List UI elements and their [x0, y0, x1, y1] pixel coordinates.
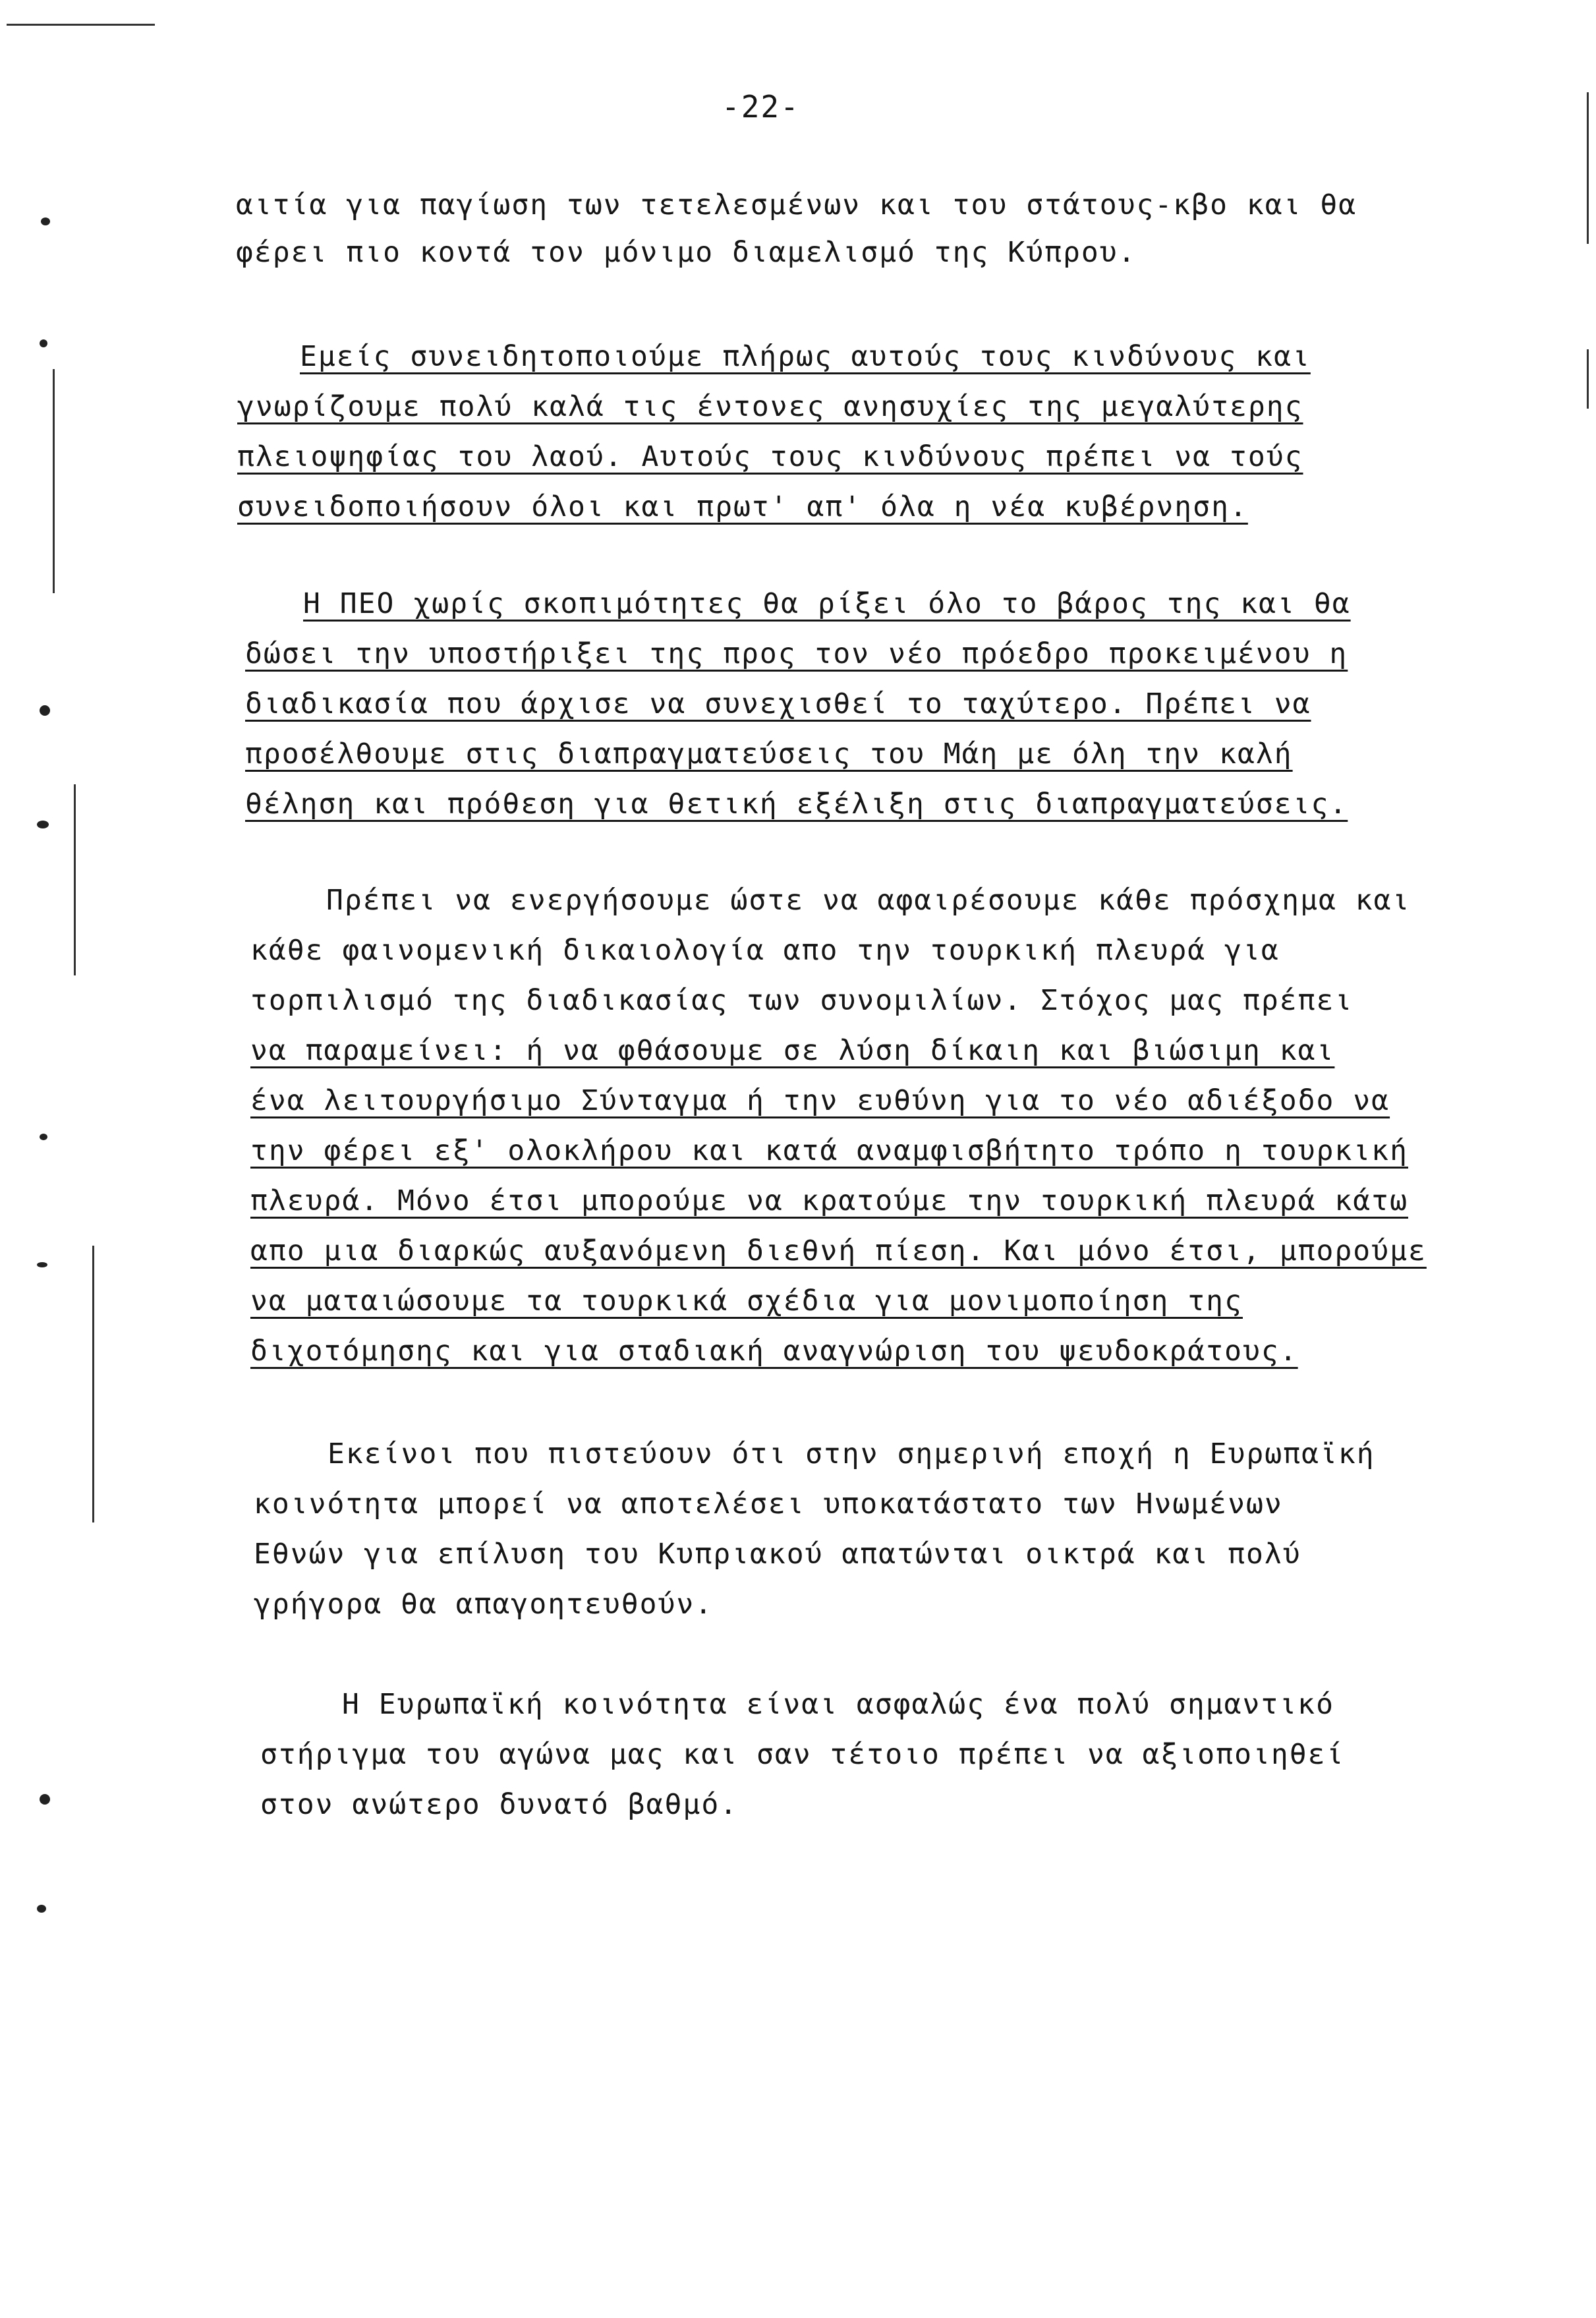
text-line: διαδικασία που άρχισε να συνεχισθεί το ταχύτερο. Πρέπει να — [245, 687, 1311, 720]
text-line: αιτία για παγίωση των τετελεσμένων και του στάτους-κβο και θα — [236, 188, 1357, 221]
scan-speck — [37, 821, 49, 828]
scan-speck — [40, 339, 47, 347]
scan-speck — [40, 705, 50, 716]
text-line: στον ανώτερο δυνατό βαθμό. — [260, 1788, 739, 1821]
text-line: Εμείς συνειδητοποιούμε πλήρως αυτούς τους κινδύνους και — [300, 340, 1311, 373]
text-line: να παραμείνει: ή να φθάσουμε σε λύση δίκαιη και βιώσιμη και — [250, 1034, 1335, 1067]
margin-line — [74, 784, 76, 975]
text-line: Εθνών για επίλυση του Κυπριακού απατώνται οικτρά και πολύ — [254, 1538, 1301, 1571]
scan-speck — [41, 217, 50, 225]
text-line: Εκείνοι που πιστεύουν ότι στην σημερινή εποχή η Ευρωπαϊκή — [328, 1437, 1375, 1470]
text-line: Η Ευρωπαϊκή κοινότητα είναι ασφαλώς ένα πολύ σημαντικό — [342, 1688, 1334, 1721]
text-line: στήριγμα του αγώνα μας και σαν τέτοιο πρέπει να αξιοποιηθεί — [260, 1738, 1345, 1771]
scan-speck — [40, 1134, 47, 1140]
text-line: να ματαιώσουμε τα τουρκικά σχέδια για μονιμοποίηση της — [250, 1285, 1243, 1318]
text-line: τορπιλισμό της διαδικασίας των συνομιλίων. Στόχος μας πρέπει — [250, 984, 1354, 1017]
text-line: Η ΠΕΟ χωρίς σκοπιμότητες θα ρίξει όλο το βάρος της και θα — [303, 587, 1351, 620]
text-line: γνωρίζουμε πολύ καλά τις έντονες ανησυχίες της μεγαλύτερης — [237, 390, 1303, 423]
text-line: δώσει την υποστήριξει της προς τον νέο πρόεδρο προκειμένου η — [245, 637, 1348, 670]
scan-speck — [40, 1794, 50, 1805]
text-line: φέρει πιο κοντά τον μόνιμο διαμελισμό της Κύπρου. — [236, 236, 1137, 269]
margin-line-right — [1587, 349, 1589, 409]
text-line: πλευρά. Μόνο έτσι μπορούμε να κρατούμε την τουρκική πλευρά κάτω — [250, 1184, 1408, 1217]
text-line: συνειδοποιήσουν όλοι και πρωτ' απ' όλα η νέα κυβέρνηση. — [237, 490, 1248, 523]
text-line: ένα λειτουργήσιμο Σύνταγμα ή την ευθύνη για το νέο αδιέξοδο να — [250, 1084, 1390, 1117]
text-line: την φέρει εξ' ολοκλήρου και κατά αναμφισβήτητο τρόπο η τουρκική — [250, 1134, 1408, 1167]
margin-line-right — [1587, 92, 1589, 244]
text-line: γρήγορα θα απαγοητευθούν. — [254, 1588, 714, 1621]
text-line: κάθε φαινομενική δικαιολογία απο την τουρκική πλευρά για — [250, 934, 1280, 967]
text-line: προσέλθουμε στις διαπραγματεύσεις του Μάη με όλη την καλή — [245, 738, 1293, 770]
text-line: πλειοψηφίας του λαού. Αυτούς τους κινδύνους πρέπει να τούς — [237, 440, 1303, 473]
scan-speck — [37, 1262, 47, 1267]
text-line: θέληση και πρόθεση για θετική εξέλιξη στις διαπραγματεύσεις. — [245, 788, 1348, 821]
text-line: Πρέπει να ενεργήσουμε ώστε να αφαιρέσουμε κάθε πρόσχημα και — [326, 884, 1411, 917]
margin-line — [53, 369, 55, 593]
scan-speck — [37, 1905, 46, 1913]
page-number: -22- — [722, 89, 800, 125]
scan-edge-line — [7, 24, 155, 26]
text-line: απο μια διαρκώς αυξανόμενη διεθνή πίεση. Και μόνο έτσι, μπορούμε — [250, 1234, 1427, 1267]
text-line: διχοτόμησης και για σταδιακή αναγνώριση του ψευδοκράτους. — [250, 1335, 1298, 1368]
text-line: κοινότητα μπορεί να αποτελέσει υποκατάστατο των Ηνωμένων — [254, 1488, 1283, 1521]
margin-line — [92, 1246, 94, 1522]
